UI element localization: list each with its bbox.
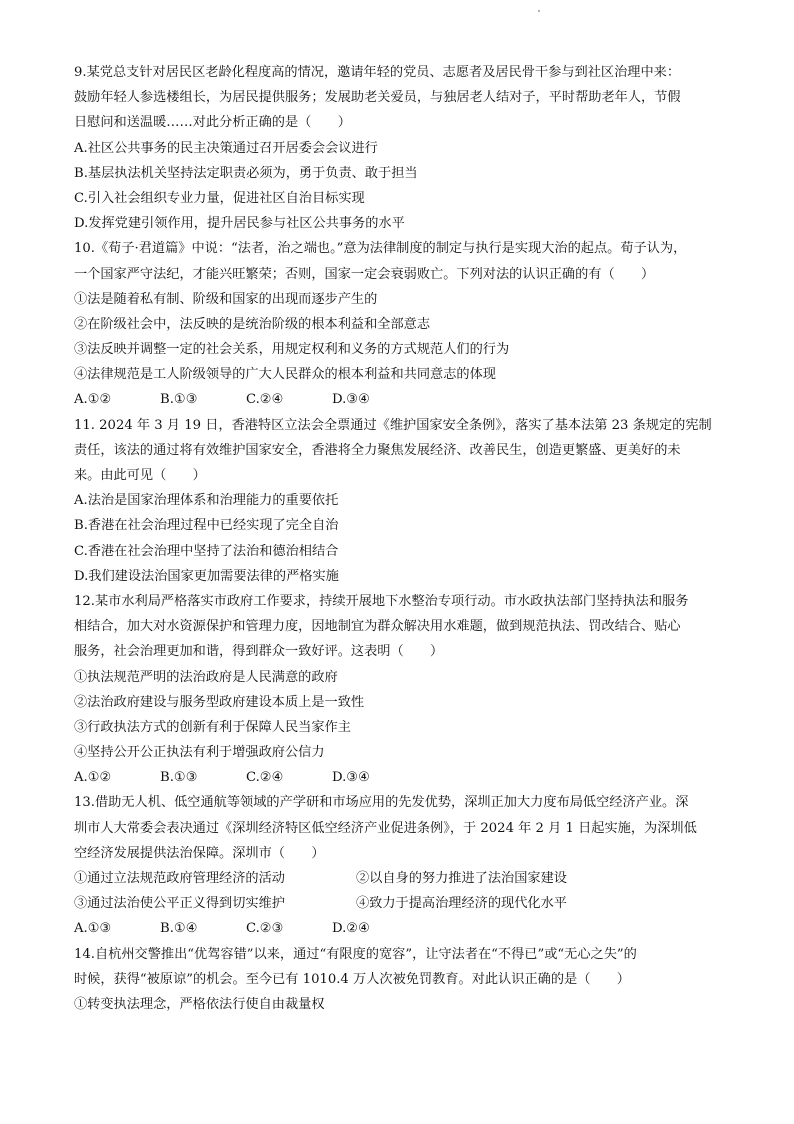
option-b[interactable]: B.基层执法机关坚持法定职责必须为，勇于负责、敢于担当 (74, 165, 418, 181)
option-b[interactable]: B.香港在社会治理过程中已经实现了完全自治 (74, 518, 339, 534)
choice-d[interactable]: D.③④ (332, 770, 370, 786)
question-stem: 来。由此可见（ ） (74, 468, 206, 483)
choice-a[interactable]: A.①③ (74, 921, 112, 937)
question-stem: 服务，社会治理更加和谐，得到群众一致好评。这表明（ ） (74, 644, 444, 660)
question-11 (74, 413, 724, 589)
statement-item: ③通过法治使公平正义得到切实维护 (74, 896, 285, 912)
statement-item: ③行政执法方式的创新有利于保障人民当家作主 (74, 719, 351, 735)
statement-item: ④坚持公开公正执法有利于增强政府公信力 (74, 745, 325, 761)
exam-page (74, 60, 724, 1017)
answer-choices (74, 916, 724, 941)
statement-row (74, 891, 724, 916)
statement-item: ②以自身的努力推进了法治国家建设 (356, 871, 567, 886)
question-13 (74, 790, 724, 941)
question-stem: 空经济发展提供法治保障。深圳市（ ） (74, 845, 325, 861)
statement-item: ③法反映并调整一定的社会关系，用规定权利和义务的方式规范人们的行为 (74, 342, 510, 358)
question-9 (74, 60, 724, 236)
option-a[interactable]: A.社区公共事务的民主决策通过召开居委会会议进行 (74, 140, 378, 156)
statement-item: ④致力于提高治理经济的现代化水平 (356, 896, 567, 912)
question-stem: 13.借助无人机、低空通航等领域的产学研和市场应用的先发优势，深圳正加大力度布局低空经济产业。深 (74, 795, 689, 811)
question-stem: 日慰问和送温暖……对此分析正确的是（ ） (74, 115, 351, 131)
choice-d[interactable]: D.③④ (332, 392, 370, 408)
option-a[interactable]: A.法治是国家治理体系和治理能力的重要依托 (74, 493, 339, 509)
statement-item: ④法律规范是工人阶级领导的广大人民群众的根本利益和共同意志的体现 (74, 367, 496, 383)
question-10 (74, 236, 724, 412)
question-stem: 9.某党总支针对居民区老龄化程度高的情况，邀请年轻的党员、志愿者及居民骨干参与到社区治理中来： (74, 65, 681, 80)
answer-choices (74, 387, 724, 412)
question-stem: 鼓励年轻人参选楼组长，为居民提供服务；发展助老关爱员，与独居老人结对子，平时帮助老年人，节假 (74, 90, 681, 106)
question-stem: 时候，获得“被原谅”的机会。至今已有 1010.4 万人次被免罚教育。对此认识正确的是（ ） (74, 971, 630, 987)
question-stem: 责任，该法的通过将有效维护国家安全，香港将全力聚焦发展经济、改善民生，创造更繁盛、更美好的未 (74, 442, 681, 458)
question-stem: 相结合，加大对水资源保护和管理力度，因地制宜为群众解决用水难题，做到规范执法、罚改结合、贴心 (74, 619, 681, 635)
choice-c[interactable]: C.②③ (246, 921, 284, 937)
question-14 (74, 942, 724, 1018)
choice-c[interactable]: C.②④ (246, 392, 284, 408)
choice-a[interactable]: A.①② (74, 770, 112, 786)
choice-a[interactable]: A.①② (74, 392, 112, 408)
option-d[interactable]: D.我们建设法治国家更加需要法律的严格实施 (74, 568, 339, 584)
scan-speck (538, 10, 540, 12)
choice-d[interactable]: D.②④ (332, 921, 370, 937)
option-c[interactable]: C.香港在社会治理中坚持了法治和德治相结合 (74, 543, 339, 559)
statement-item: ①法是随着私有制、阶级和国家的出现而逐步产生的 (74, 291, 378, 307)
question-stem: 14.自杭州交警推出“优驾容错”以来，通过“有限度的宽容”，让守法者在“不得已”或“无心之失”的 (74, 946, 637, 962)
statement-row (74, 866, 724, 891)
question-stem: 10.《荀子·君道篇》中说：“法者，治之端也。”意为法律制度的制定与执行是实现大治的起点。荀子认为， (74, 241, 687, 257)
question-stem: 一个国家严守法纪，才能兴旺繁荣；否则，国家一定会衰弱败亡。下列对法的认识正确的有（ ） (74, 266, 655, 282)
answer-choices (74, 765, 724, 790)
statement-item: ①转变执法理念，严格依法行使自由裁量权 (74, 996, 325, 1012)
statement-item: ①通过立法规范政府管理经济的活动 (74, 871, 285, 886)
option-c[interactable]: C.引入社会组织专业力量，促进社区自治目标实现 (74, 190, 365, 206)
statement-item: ②在阶级社会中，法反映的是统治阶级的根本利益和全部意志 (74, 316, 431, 332)
question-stem: 11. 2024 年 3 月 19 日，香港特区立法会全票通过《维护国家安全条例》，落实了基本法第 23 条规定的宪制 (74, 417, 712, 433)
statement-item: ①执法规范严明的法治政府是人民满意的政府 (74, 669, 338, 685)
option-d[interactable]: D.发挥党建引领作用，提升居民参与社区公共事务的水平 (74, 216, 405, 232)
question-12 (74, 589, 724, 791)
question-stem: 12.某市水利局严格落实市政府工作要求，持续开展地下水整治专项行动。市水政执法部门坚持执法和服务 (74, 593, 689, 609)
choice-b[interactable]: B.①③ (160, 770, 198, 786)
statement-item: ②法治政府建设与服务型政府建设本质上是一致性 (74, 694, 365, 710)
choice-b[interactable]: B.①④ (160, 921, 198, 937)
question-stem: 圳市人大常委会表决通过《深圳经济特区低空经济产业促进条例》，于 2024 年 2 月 1 日起实施，为深圳低 (74, 820, 697, 836)
choice-b[interactable]: B.①③ (160, 392, 198, 408)
choice-c[interactable]: C.②④ (246, 770, 284, 786)
